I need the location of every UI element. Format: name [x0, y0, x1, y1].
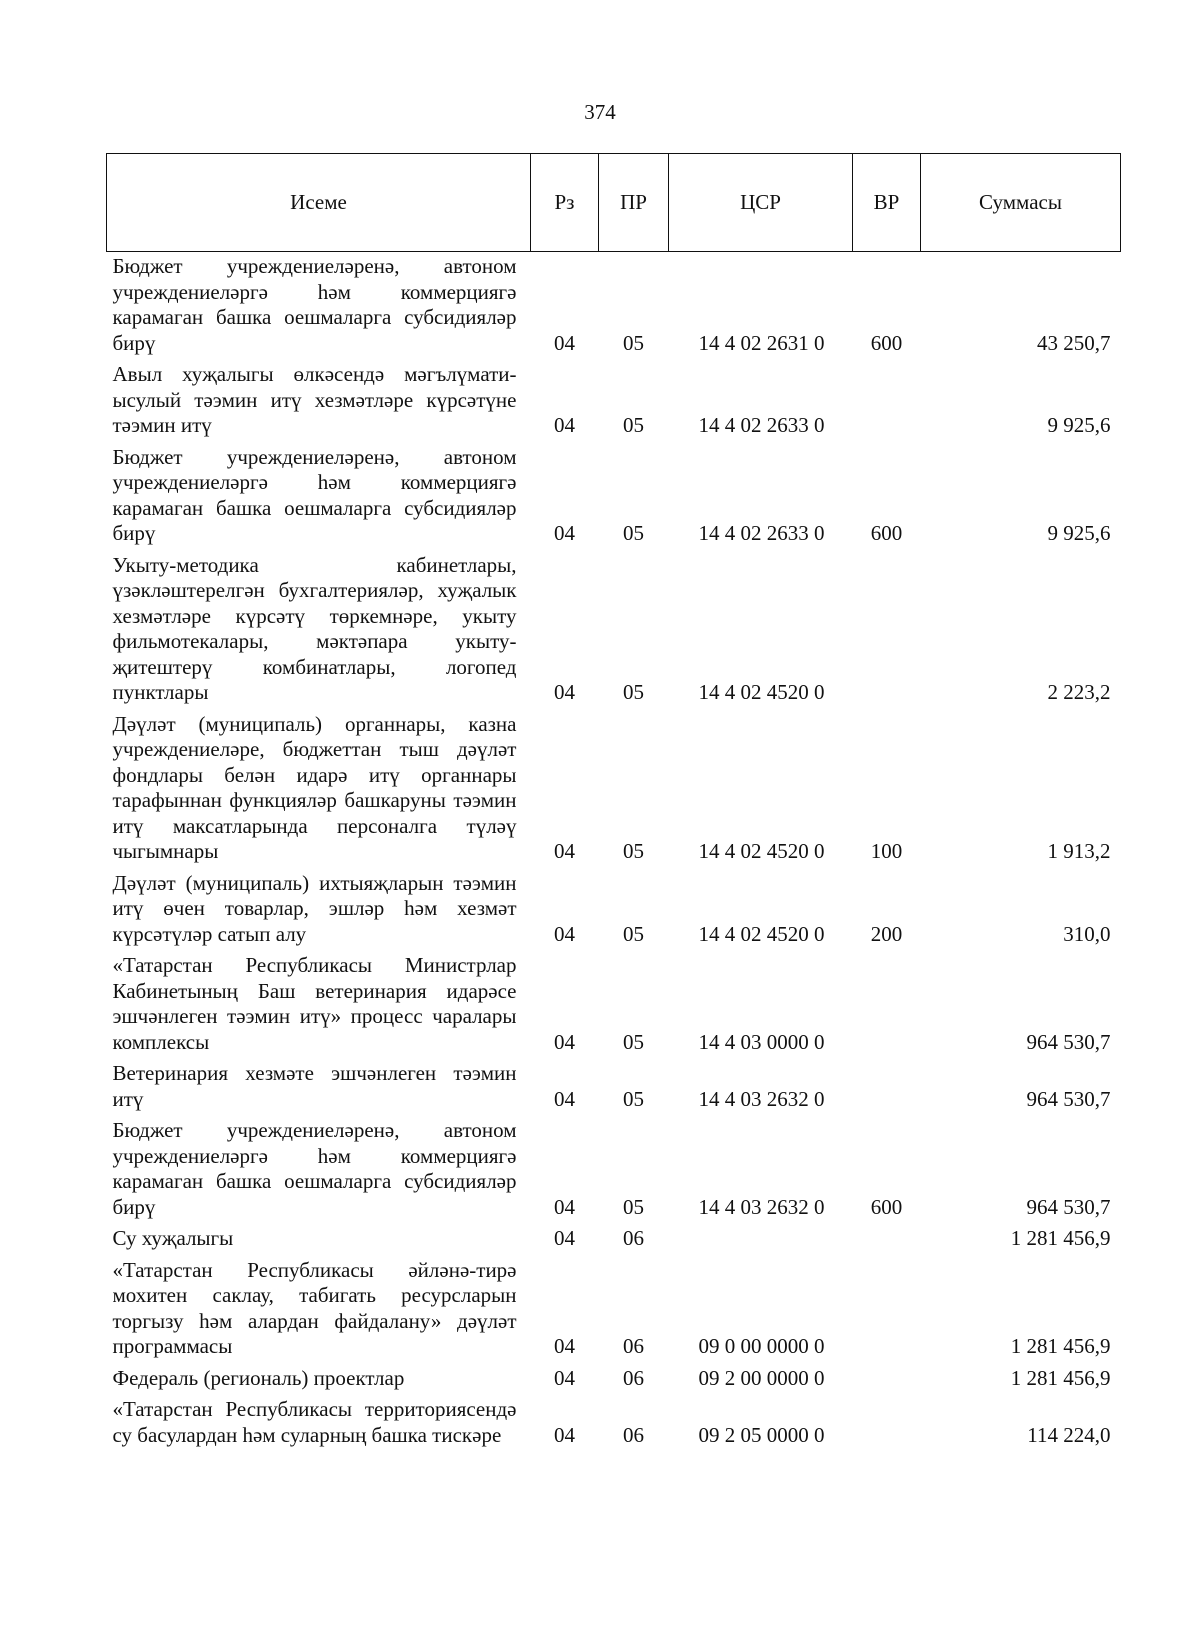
row-sum: 1 281 456,9: [1010, 1226, 1111, 1250]
row-csr: 14 4 02 4520 0: [698, 921, 825, 946]
row-rz: 04: [554, 921, 575, 946]
row-name: Су хуҗалыгы: [112, 1226, 234, 1250]
row-name: «Татарстан Республикасы әйләнә-тирә мохитен саклау, табигать ресурсларын торгызу һәм алардан файдалану» дәүләт программасы: [112, 1257, 517, 1358]
row-csr: 14 4 03 0000 0: [698, 1029, 825, 1054]
row-rz: 04: [554, 1194, 575, 1219]
table-header: [107, 154, 1121, 252]
row-csr: 14 4 02 2633 0: [698, 413, 825, 437]
row-csr: [669, 1220, 853, 1252]
row-vr: [853, 1252, 921, 1360]
table-row: [107, 865, 1121, 948]
row-name: Дәүләт (муниципаль) органнары, казна учреждениеләре, бюджеттан тыш дәүләт фондлары белән идарә итү органнары тарафыннан функцияләр башкаруны тәэмин итү максатларында персоналга түләү чыгымнары: [112, 711, 517, 863]
row-name: Федераль (региональ) проектлар: [112, 1365, 405, 1390]
row-pr: 06: [623, 1334, 644, 1358]
row-vr: 200: [870, 921, 903, 946]
row-rz: 04: [554, 680, 575, 704]
row-vr: [853, 947, 921, 1055]
table-row: [107, 1220, 1121, 1252]
table-row: [107, 1391, 1121, 1448]
row-sum: 1 281 456,9: [1010, 1365, 1111, 1390]
table-row: [107, 706, 1121, 865]
budget-table: [106, 153, 1121, 1448]
row-csr: 09 2 05 0000 0: [698, 1422, 825, 1447]
row-name: Укыту-методика кабинетлары, үзәкләштерелгән бухгалтерияләр, хуҗалык хезмәтләре күрсәтү төркемнәре, укыту фильмотекалары, мәктәпара укыту-җитештерү комбинатлары, логопед пунктлары: [112, 552, 517, 704]
row-vr: [853, 1360, 921, 1392]
row-rz: 04: [554, 1086, 575, 1111]
row-pr: 05: [623, 1194, 644, 1219]
row-rz: 04: [554, 1029, 575, 1054]
table-row: [107, 1112, 1121, 1220]
table-row: [107, 947, 1121, 1055]
page-number: 374: [584, 100, 616, 124]
row-rz: 04: [554, 521, 575, 545]
row-vr: [853, 1391, 921, 1448]
row-name: Авыл хуҗалыгы өлкәсендә мәгълүмати-ысулый тәэмин итү хезмәтләре күрсәтүне тәэмин итү: [112, 362, 517, 437]
row-sum: 964 530,7: [1026, 1029, 1111, 1054]
header-vr: ВР: [853, 154, 921, 252]
row-vr: [853, 356, 921, 439]
row-pr: 05: [623, 330, 644, 355]
row-pr: 06: [623, 1422, 644, 1447]
row-pr: 05: [623, 839, 644, 863]
table-row: [107, 1360, 1121, 1392]
row-pr: 05: [623, 921, 644, 946]
table-row: [107, 1252, 1121, 1360]
row-pr: 05: [623, 521, 644, 545]
row-rz: 04: [554, 1334, 575, 1358]
row-csr: 14 4 02 2633 0: [698, 521, 825, 545]
row-sum: 9 925,6: [1047, 413, 1111, 437]
row-sum: 1 913,2: [1047, 839, 1111, 863]
row-pr: 05: [623, 1029, 644, 1054]
row-sum: 1 281 456,9: [1010, 1334, 1111, 1358]
row-name: Дәүләт (муниципаль) ихтыяҗларын тәэмин итү өчен товарлар, эшләр һәм хезмәт күрсәтүләр сатып алу: [112, 870, 517, 946]
row-rz: 04: [554, 1365, 575, 1390]
row-rz: 04: [554, 1422, 575, 1447]
row-csr: 09 0 00 0000 0: [698, 1334, 825, 1358]
row-pr: 06: [623, 1226, 644, 1250]
row-rz: 04: [554, 330, 575, 355]
row-sum: 964 530,7: [1026, 1194, 1111, 1219]
row-rz: 04: [554, 413, 575, 437]
row-name: Бюджет учреждениеләренә, автоном учреждениеләргә һәм коммерциягә карамаган башка оешмаларга субсидияләр бирү: [112, 444, 517, 545]
row-sum: 964 530,7: [1026, 1086, 1111, 1111]
row-name: «Татарстан Республикасы Министрлар Кабинетының Баш ветеринария идарәсе эшчәнлеген тәэмин итү» процесс чаралары комплексы: [112, 953, 517, 1054]
row-name: «Татарстан Республикасы территориясендә су басулардан һәм суларның башка тискәре: [112, 1397, 517, 1447]
row-sum: 2 223,2: [1047, 680, 1111, 704]
row-sum: 43 250,7: [1037, 330, 1111, 355]
table-body: [107, 252, 1121, 1449]
row-pr: 06: [623, 1365, 644, 1390]
row-pr: 05: [623, 680, 644, 704]
table-row: [107, 1055, 1121, 1112]
row-csr: 14 4 02 4520 0: [698, 680, 825, 704]
row-vr: 600: [870, 521, 903, 545]
row-rz: 04: [554, 839, 575, 863]
row-sum: 310,0: [1063, 921, 1111, 946]
row-pr: 05: [623, 413, 644, 437]
row-csr: 14 4 02 4520 0: [698, 839, 825, 863]
table-row: [107, 547, 1121, 706]
table-row: [107, 439, 1121, 547]
row-vr: 100: [870, 839, 903, 863]
table-header-row: [107, 154, 1121, 252]
table-row: [107, 252, 1121, 357]
row-vr: [853, 547, 921, 706]
row-name: Ветеринария хезмәте эшчәнлеген тәэмин итү: [112, 1061, 517, 1111]
row-pr: 05: [623, 1086, 644, 1111]
row-name: Бюджет учреждениеләренә, автоном учреждениеләргә һәм коммерциягә карамаган башка оешмаларга субсидияләр бирү: [112, 1118, 517, 1219]
header-csr: ЦСР: [669, 154, 853, 252]
row-vr: [853, 1220, 921, 1252]
table-row: [107, 356, 1121, 439]
row-sum: 9 925,6: [1047, 521, 1111, 545]
row-vr: [853, 1055, 921, 1112]
header-rz: Рз: [531, 154, 599, 252]
header-pr: ПР: [599, 154, 669, 252]
row-csr: 14 4 03 2632 0: [698, 1086, 825, 1111]
header-name: Исеме: [107, 154, 531, 252]
header-sum: Суммасы: [921, 154, 1121, 252]
row-csr: 14 4 03 2632 0: [698, 1194, 825, 1219]
row-rz: 04: [554, 1226, 575, 1250]
row-sum: 114 224,0: [1027, 1422, 1111, 1447]
row-csr: 09 2 00 0000 0: [698, 1365, 825, 1390]
row-name: Бюджет учреждениеләренә, автоном учреждениеләргә һәм коммерциягә карамаган башка оешмаларга субсидияләр бирү: [112, 254, 517, 355]
row-vr: 600: [870, 1194, 903, 1219]
row-csr: 14 4 02 2631 0: [698, 330, 825, 355]
row-vr: 600: [870, 330, 903, 355]
